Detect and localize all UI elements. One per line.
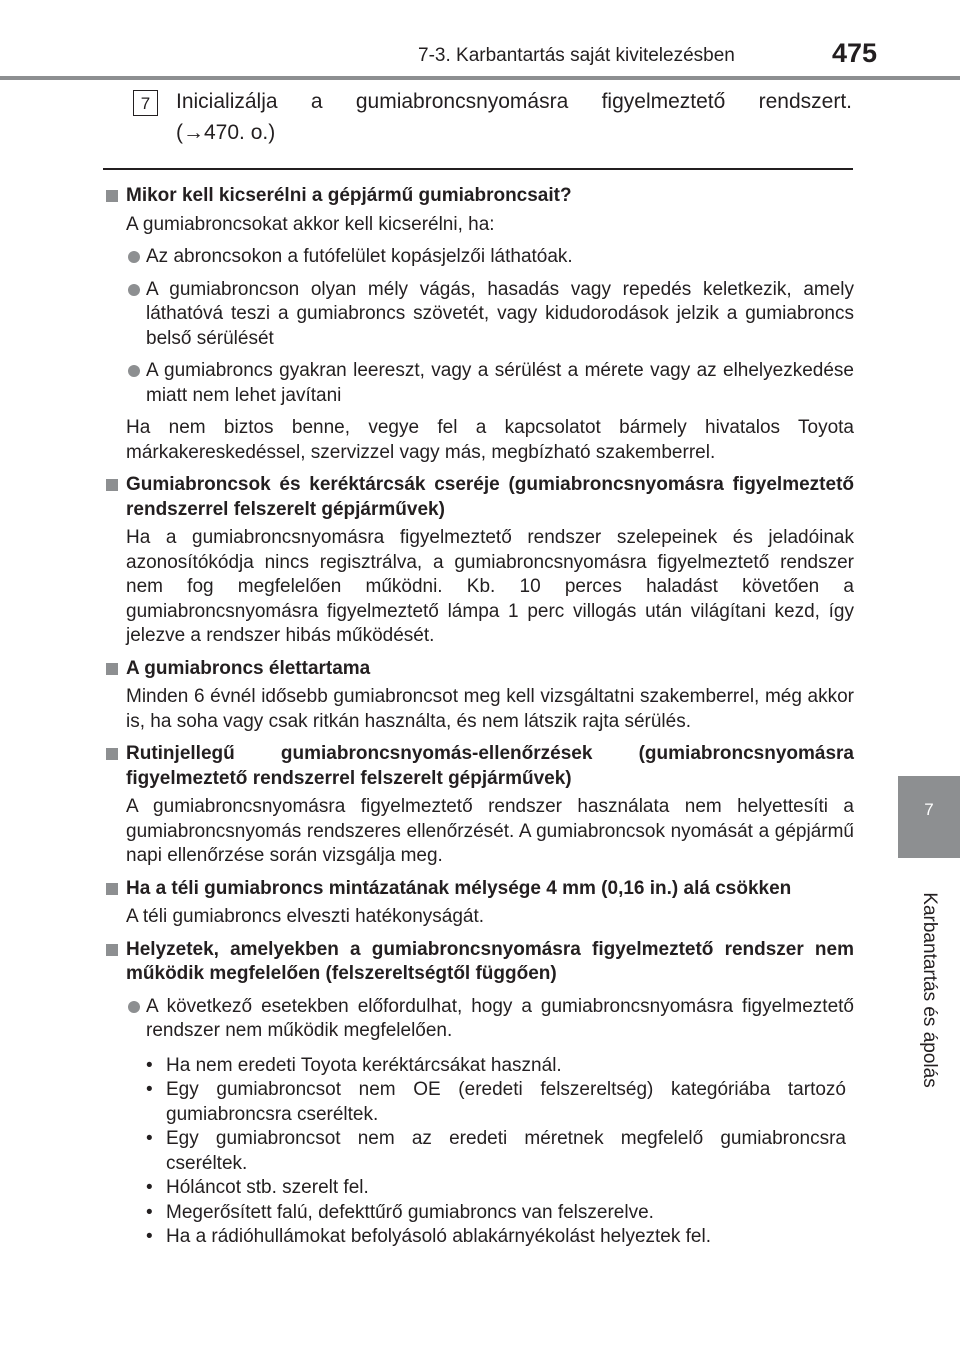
bullet-item: Az abroncsokon a futófelület kopásjelzői láthatóak. [128, 245, 854, 270]
dot-marker-icon: • [146, 1128, 153, 1149]
square-bullet-icon [106, 748, 118, 760]
circle-bullet-icon [128, 251, 140, 263]
paragraph: Minden 6 évnél idősebb gumiabroncsot meg kell vizsgáltatni szakemberrel, még akkor is, ha soha vagy csak ritkán használta, és nem látszik rajta sérülés. [126, 686, 854, 732]
sub-list-item: • Hóláncot stb. szerelt fel. [146, 1176, 854, 1201]
sub-list-item: • Ha a rádióhullámokat befolyásoló ablakárnyékolást helyeztek fel. [146, 1225, 854, 1250]
square-bullet-icon [106, 663, 118, 675]
sub-list-item: • Ha nem eredeti Toyota keréktárcsákat használ. [146, 1054, 854, 1079]
square-bullet-icon [106, 479, 118, 491]
section-heading: Ha a téli gumiabroncs mintázatának mélysége 4 mm (0,16 in.) alá csökken [106, 877, 854, 902]
bullet-item: A következő esetekben előfordulhat, hogy a gumiabroncsnyomásra figyelmeztető rendszer nem működik megfelelően. [128, 995, 854, 1044]
square-bullet-icon [106, 883, 118, 895]
dot-marker-icon: • [146, 1079, 153, 1100]
circle-bullet-icon [128, 284, 140, 296]
circle-bullet-icon [128, 1001, 140, 1013]
paragraph: Ha nem biztos benne, vegye fel a kapcsolatot bármely hivatalos Toyota márkakereskedéssel, szervizzel vagy más, megbízható szakemberrel. [126, 417, 854, 463]
paragraph: A téli gumiabroncs elveszti hatékonyságát. [126, 906, 485, 927]
content-body [106, 178, 854, 1250]
separator-rule [103, 168, 853, 170]
sub-list [106, 1054, 854, 1250]
dot-marker-icon: • [146, 1054, 153, 1076]
header-rule [0, 76, 960, 80]
chapter-tab [898, 776, 960, 858]
dot-marker-icon: • [146, 1201, 153, 1223]
chapter-number: 7 [924, 800, 934, 819]
chapter-label: Karbantartás és ápolás [919, 892, 940, 1088]
section-heading: Mikor kell kicserélni a gépjármű gumiabroncsait? [106, 184, 854, 209]
dot-marker-icon: • [146, 1226, 153, 1247]
sub-list-item: • Egy gumiabroncsot nem az eredeti méretnek megfelelő gumiabroncsra cseréltek. [146, 1127, 854, 1176]
paragraph: A gumiabroncsokat akkor kell kicserélni, ha: [126, 213, 495, 235]
circle-bullet-icon [128, 365, 140, 377]
page-number: 475 [832, 38, 878, 68]
dot-marker-icon: • [146, 1177, 153, 1198]
square-bullet-icon [106, 944, 118, 956]
step-number-box: 7 [133, 90, 158, 116]
step-page-reference: (→470. o.) [176, 121, 276, 144]
section-heading: Gumiabroncsok és keréktárcsák cseréje (gumiabroncsnyomásra figyelmeztető rendszerrel felszerelt gépjárművek) [106, 473, 854, 522]
sub-list-item: • Egy gumiabroncsot nem OE (eredeti felszereltség) kategóriába tartozó gumiabroncsra cseréltek. [146, 1078, 854, 1127]
section-heading: Helyzetek, amelyekben a gumiabroncsnyomásra figyelmeztető rendszer nem működik megfelelően (felszereltségtől függően) [106, 938, 854, 987]
section-heading: A gumiabroncs élettartama [106, 657, 854, 682]
bullet-item: A gumiabroncson olyan mély vágás, hasadás vagy repedés keletkezik, amely láthatóvá teszi a gumiabroncs szövetét, vagy kidudorodások jelzik a gumiabroncs belső sérülését [128, 278, 854, 352]
step-text: Inicializálja a gumiabroncsnyomásra figyelmeztető rendszert. [176, 90, 852, 113]
paragraph: Ha a gumiabroncsnyomásra figyelmeztető rendszer szelepeinek és jeladóinak azonosítókódja nincs regisztrálva, a gumiabroncsnyomásra figyelmeztető rendszer nem fog megfelelően működni. Kb. 10 perces haladást követően a gumiabroncsnyomásra figyelmeztető lámpa 1 perc villogás után világítani kezd, így jelezve a rendszer hibás működését. [126, 527, 854, 646]
paragraph: A gumiabroncsnyomásra figyelmeztető rendszer használata nem helyettesíti a gumiabroncsnyomás rendszeres ellenőrzését. A gumiabroncsok nyomását a gépjármű napi ellenőrzése során vizsgálja meg. [126, 796, 854, 866]
sub-list-item: • Megerősített falú, defekttűrő gumiabroncs van felszerelve. [146, 1201, 854, 1226]
bullet-item: A gumiabroncs gyakran leereszt, vagy a sérülést a mérete vagy az elhelyezkedése miatt nem lehet javítani [128, 359, 854, 408]
section-title: 7-3. Karbantartás saját kivitelezésben [418, 45, 735, 66]
square-bullet-icon [106, 190, 118, 202]
section-heading: Rutinjellegű gumiabroncsnyomás-ellenőrzések (gumiabroncsnyomásra figyelmeztető rendszerrel felszerelt gépjárművek) [106, 742, 854, 791]
